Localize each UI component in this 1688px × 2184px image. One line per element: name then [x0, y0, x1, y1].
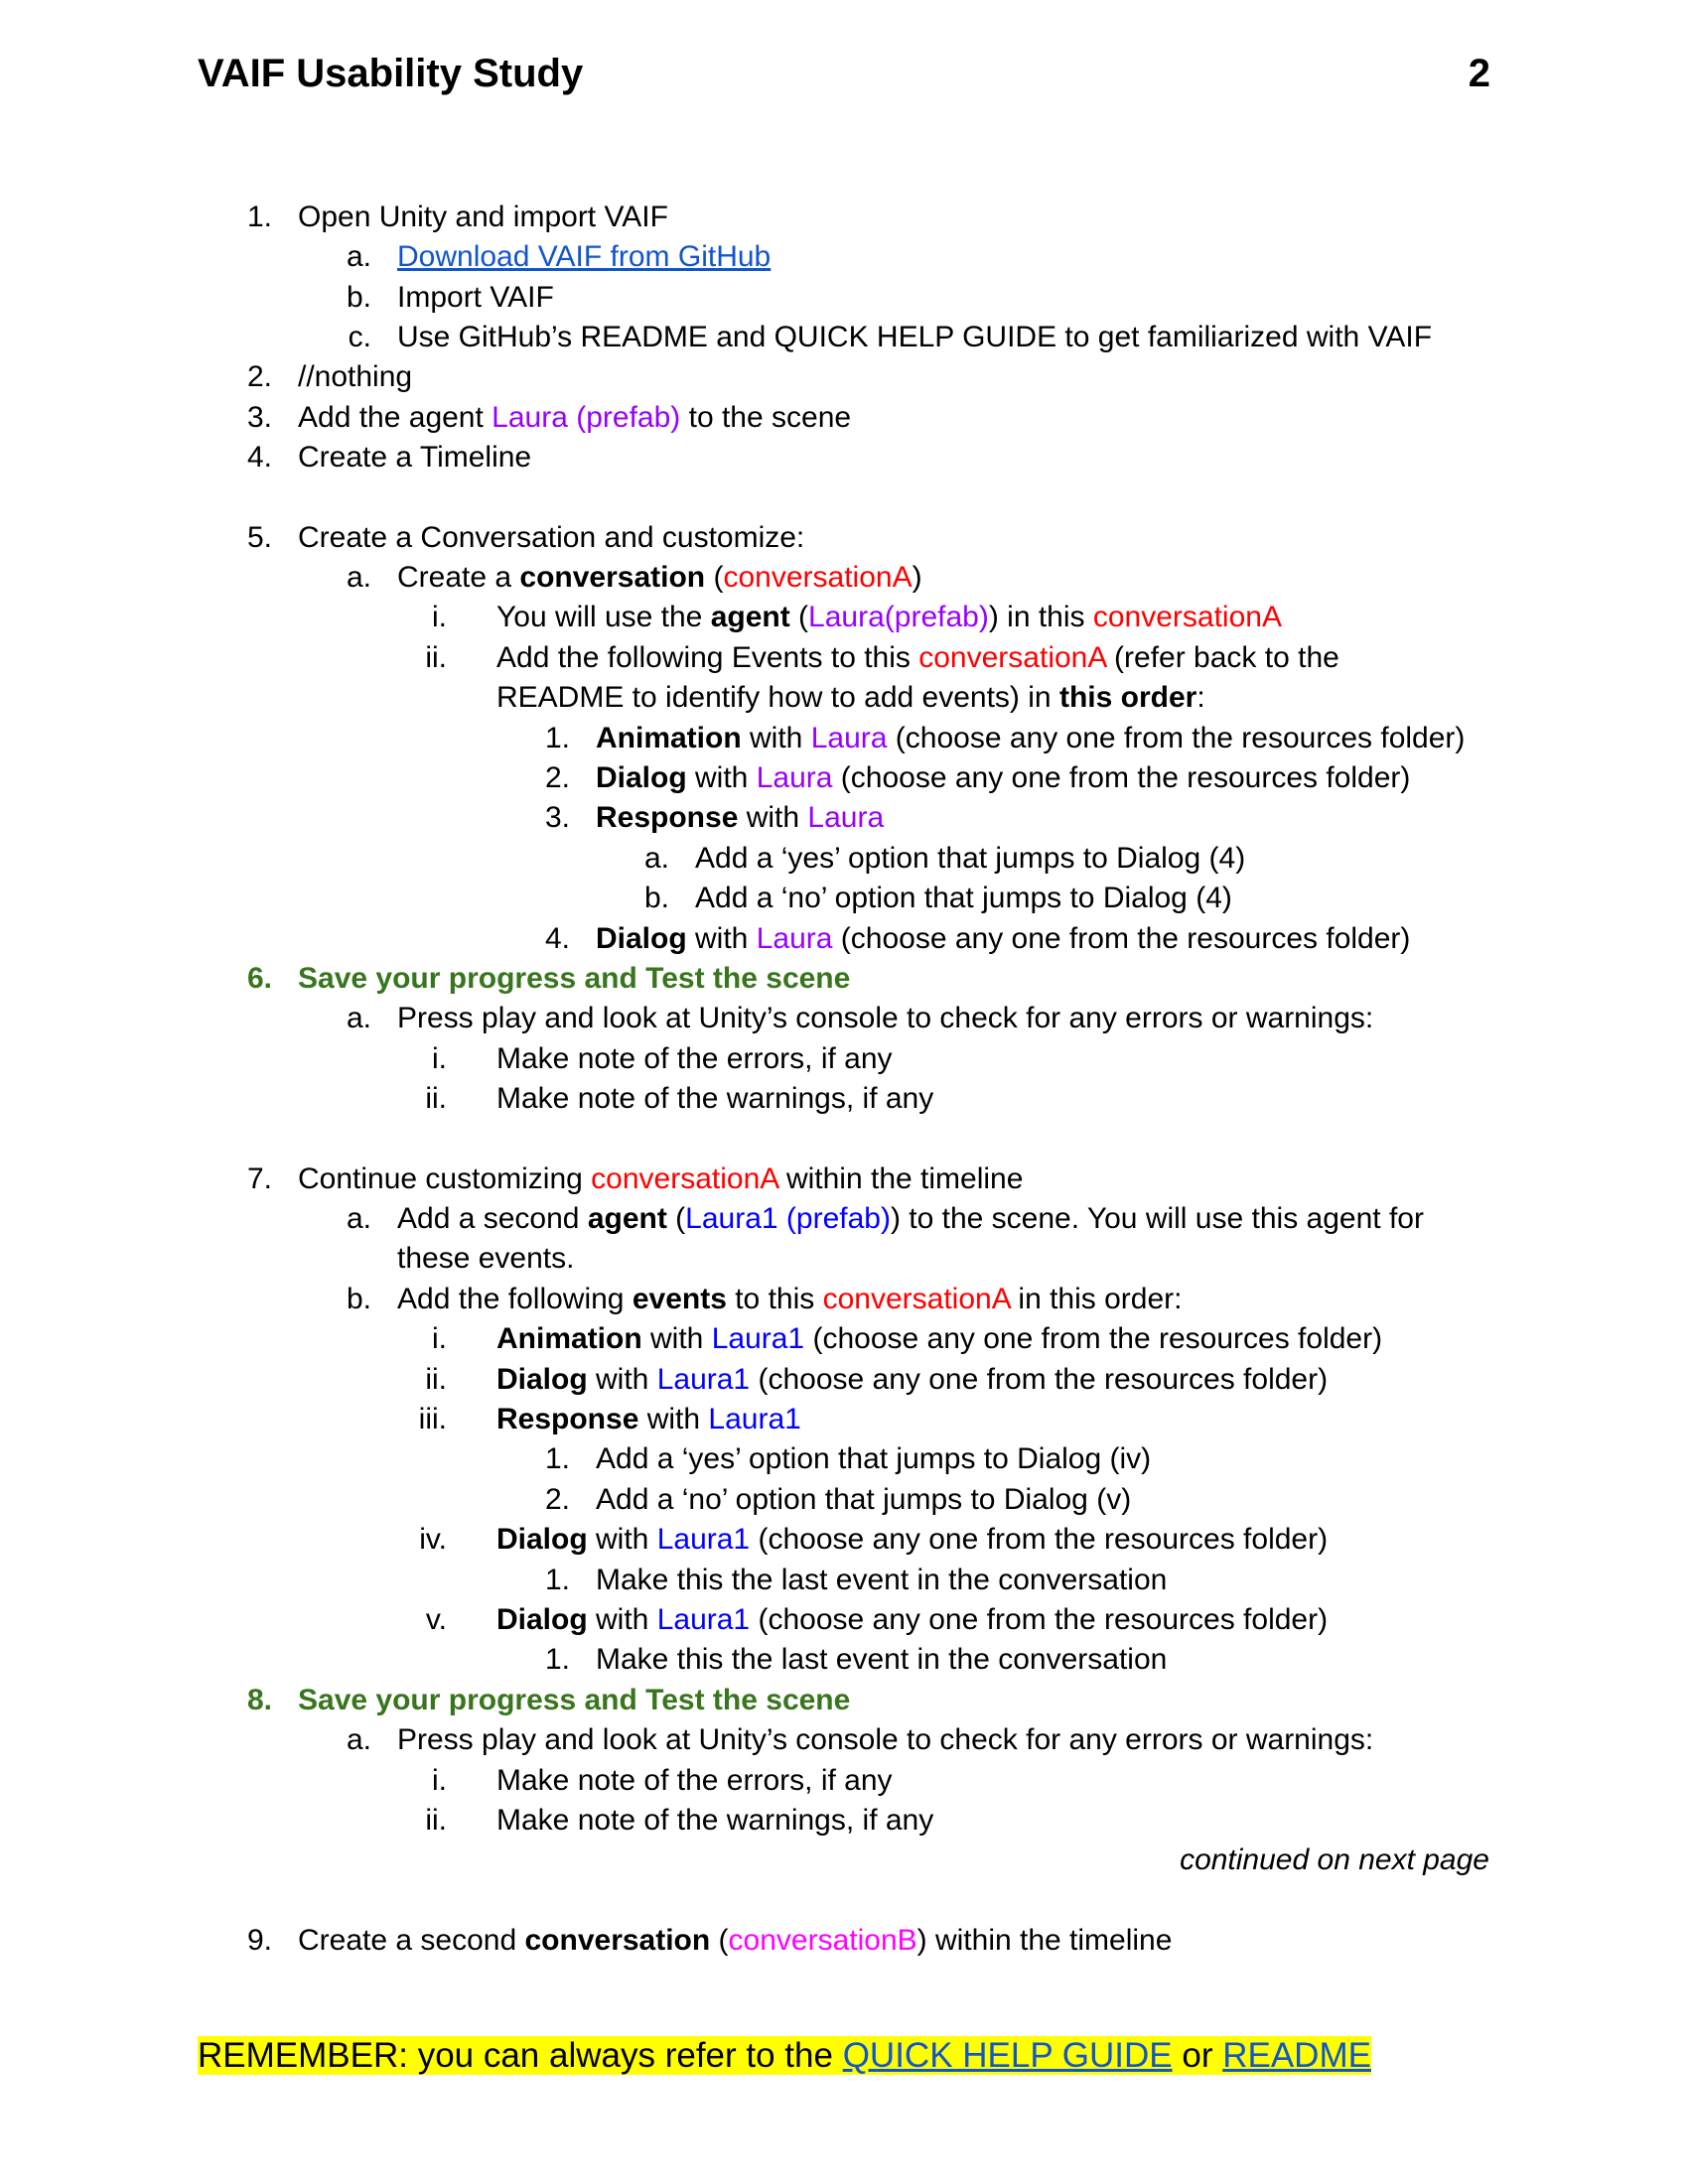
event-4-text: Dialog with Laura (choose any one from the resources folder): [596, 922, 1411, 955]
step-8a-i-text: Make note of the errors, if any: [496, 1764, 893, 1797]
remember-note: [198, 2035, 1371, 2077]
step-7b-v-1-marker: 1.: [544, 1643, 570, 1676]
step-6a-i-text: Make note of the errors, if any: [496, 1042, 893, 1075]
step-4-marker: 4.: [246, 441, 272, 474]
step-1a-marker: a.: [346, 240, 371, 273]
event-1-text: Animation with Laura (choose any one from the resources folder): [596, 722, 1466, 754]
event-2-marker: 2.: [544, 761, 570, 794]
step-7b-iii-2-marker: 2.: [544, 1483, 570, 1516]
event-4-marker: 4.: [544, 922, 570, 955]
step-5a-ii-marker: ii.: [425, 641, 447, 674]
step-1c-marker: c.: [348, 321, 371, 353]
step-6-text: Save your progress and Test the scene: [298, 962, 851, 995]
step-7a-text-line2: these events.: [397, 1242, 575, 1275]
event-3b-marker: b.: [643, 882, 669, 914]
event-3-marker: 3.: [544, 801, 570, 834]
step-5a-text: Create a conversation (conversationA): [397, 561, 922, 594]
step-6a-text: Press play and look at Unity’s console to check for any errors or warnings:: [397, 1002, 1374, 1034]
step-8a-marker: a.: [346, 1723, 371, 1756]
step-7b-iv-marker: iv.: [419, 1523, 447, 1556]
step-7b-iii-text: Response with Laura1: [496, 1403, 801, 1435]
step-1-marker: 1.: [246, 201, 272, 233]
step-6-marker: 6.: [246, 962, 272, 995]
step-9-text: Create a second conversation (conversationB) within the timeline: [298, 1924, 1173, 1957]
step-8-text: Save your progress and Test the scene: [298, 1684, 851, 1716]
step-8a-ii-marker: ii.: [425, 1804, 447, 1837]
step-6a-marker: a.: [346, 1002, 371, 1034]
readme-link[interactable]: README: [1222, 2036, 1371, 2075]
step-7b-iv-1-marker: 1.: [544, 1564, 570, 1596]
step-5a-ii-text-line2: README to identify how to add events) in this order:: [496, 681, 1205, 714]
step-8a-ii-text: Make note of the warnings, if any: [496, 1804, 934, 1837]
step-5a-i-marker: i.: [432, 601, 447, 633]
step-7b-iii-marker: iii.: [418, 1403, 447, 1435]
page-number: 2: [1468, 52, 1490, 95]
step-7b-v-marker: v.: [425, 1603, 447, 1636]
step-5a-i-text: You will use the agent (Laura(prefab)) in this conversationA: [496, 601, 1282, 633]
download-vaif-link[interactable]: Download VAIF from GitHub: [397, 240, 772, 273]
step-7b-iii-1-text: Add a ‘yes’ option that jumps to Dialog (iv): [596, 1442, 1152, 1475]
step-3-text: Add the agent Laura (prefab) to the scene: [298, 401, 852, 434]
step-7b-i-marker: i.: [432, 1322, 447, 1355]
event-3-text: Response with Laura: [596, 801, 885, 834]
step-1b-text: Import VAIF: [397, 281, 554, 314]
page-header: [198, 52, 1490, 96]
step-7b-ii-marker: ii.: [425, 1363, 447, 1396]
step-8-marker: 8.: [246, 1684, 272, 1716]
step-6a-ii-text: Make note of the warnings, if any: [496, 1082, 934, 1115]
step-7b-v-text: Dialog with Laura1 (choose any one from the resources folder): [496, 1603, 1329, 1636]
event-1-marker: 1.: [544, 722, 570, 754]
step-7b-i-text: Animation with Laura1 (choose any one from the resources folder): [496, 1322, 1383, 1355]
step-5-marker: 5.: [246, 521, 272, 554]
event-3a-text: Add a ‘yes’ option that jumps to Dialog (4): [695, 842, 1246, 875]
quick-help-guide-link[interactable]: QUICK HELP GUIDE: [842, 2036, 1173, 2075]
step-1-text: Open Unity and import VAIF: [298, 201, 668, 233]
remember-text: REMEMBER: you can always refer to the: [198, 2036, 843, 2075]
step-1b-marker: b.: [346, 281, 371, 314]
event-3b-text: Add a ‘no’ option that jumps to Dialog (4): [695, 882, 1232, 914]
step-6a-i-marker: i.: [432, 1042, 447, 1075]
step-2-text: //nothing: [298, 360, 413, 393]
step-7b-ii-text: Dialog with Laura1 (choose any one from the resources folder): [496, 1363, 1329, 1396]
step-5-text: Create a Conversation and customize:: [298, 521, 805, 554]
step-7-text: Continue customizing conversationA within the timeline: [298, 1162, 1024, 1195]
step-1c-text: Use GitHub’s README and QUICK HELP GUIDE to get familiarized with VAIF: [397, 321, 1433, 353]
event-2-text: Dialog with Laura (choose any one from the resources folder): [596, 761, 1411, 794]
step-7b-iv-1-text: Make this the last event in the conversation: [596, 1564, 1168, 1596]
step-7a-text: Add a second agent (Laura1 (prefab)) to the scene. You will use this agent for: [397, 1202, 1424, 1235]
step-4-text: Create a Timeline: [298, 441, 532, 474]
step-7-marker: 7.: [246, 1162, 272, 1195]
step-2-marker: 2.: [246, 360, 272, 393]
step-6a-ii-marker: ii.: [425, 1082, 447, 1115]
document-title: VAIF Usability Study: [198, 52, 584, 95]
remember-or: or: [1172, 2036, 1223, 2075]
continued-note: continued on next page: [1180, 1843, 1489, 1876]
step-7b-iv-text: Dialog with Laura1 (choose any one from the resources folder): [496, 1523, 1329, 1556]
step-5a-ii-text: Add the following Events to this conversationA (refer back to the: [496, 641, 1339, 674]
step-5a-marker: a.: [346, 561, 371, 594]
step-8a-text: Press play and look at Unity’s console to check for any errors or warnings:: [397, 1723, 1374, 1756]
event-3a-marker: a.: [643, 842, 669, 875]
step-7b-marker: b.: [346, 1283, 371, 1315]
step-7a-marker: a.: [346, 1202, 371, 1235]
step-8a-i-marker: i.: [432, 1764, 447, 1797]
step-7b-v-1-text: Make this the last event in the conversation: [596, 1643, 1168, 1676]
step-9-marker: 9.: [246, 1924, 272, 1957]
step-7b-iii-2-text: Add a ‘no’ option that jumps to Dialog (v): [596, 1483, 1132, 1516]
step-3-marker: 3.: [246, 401, 272, 434]
step-7b-text: Add the following events to this conversationA in this order:: [397, 1283, 1183, 1315]
step-7b-iii-1-marker: 1.: [544, 1442, 570, 1475]
